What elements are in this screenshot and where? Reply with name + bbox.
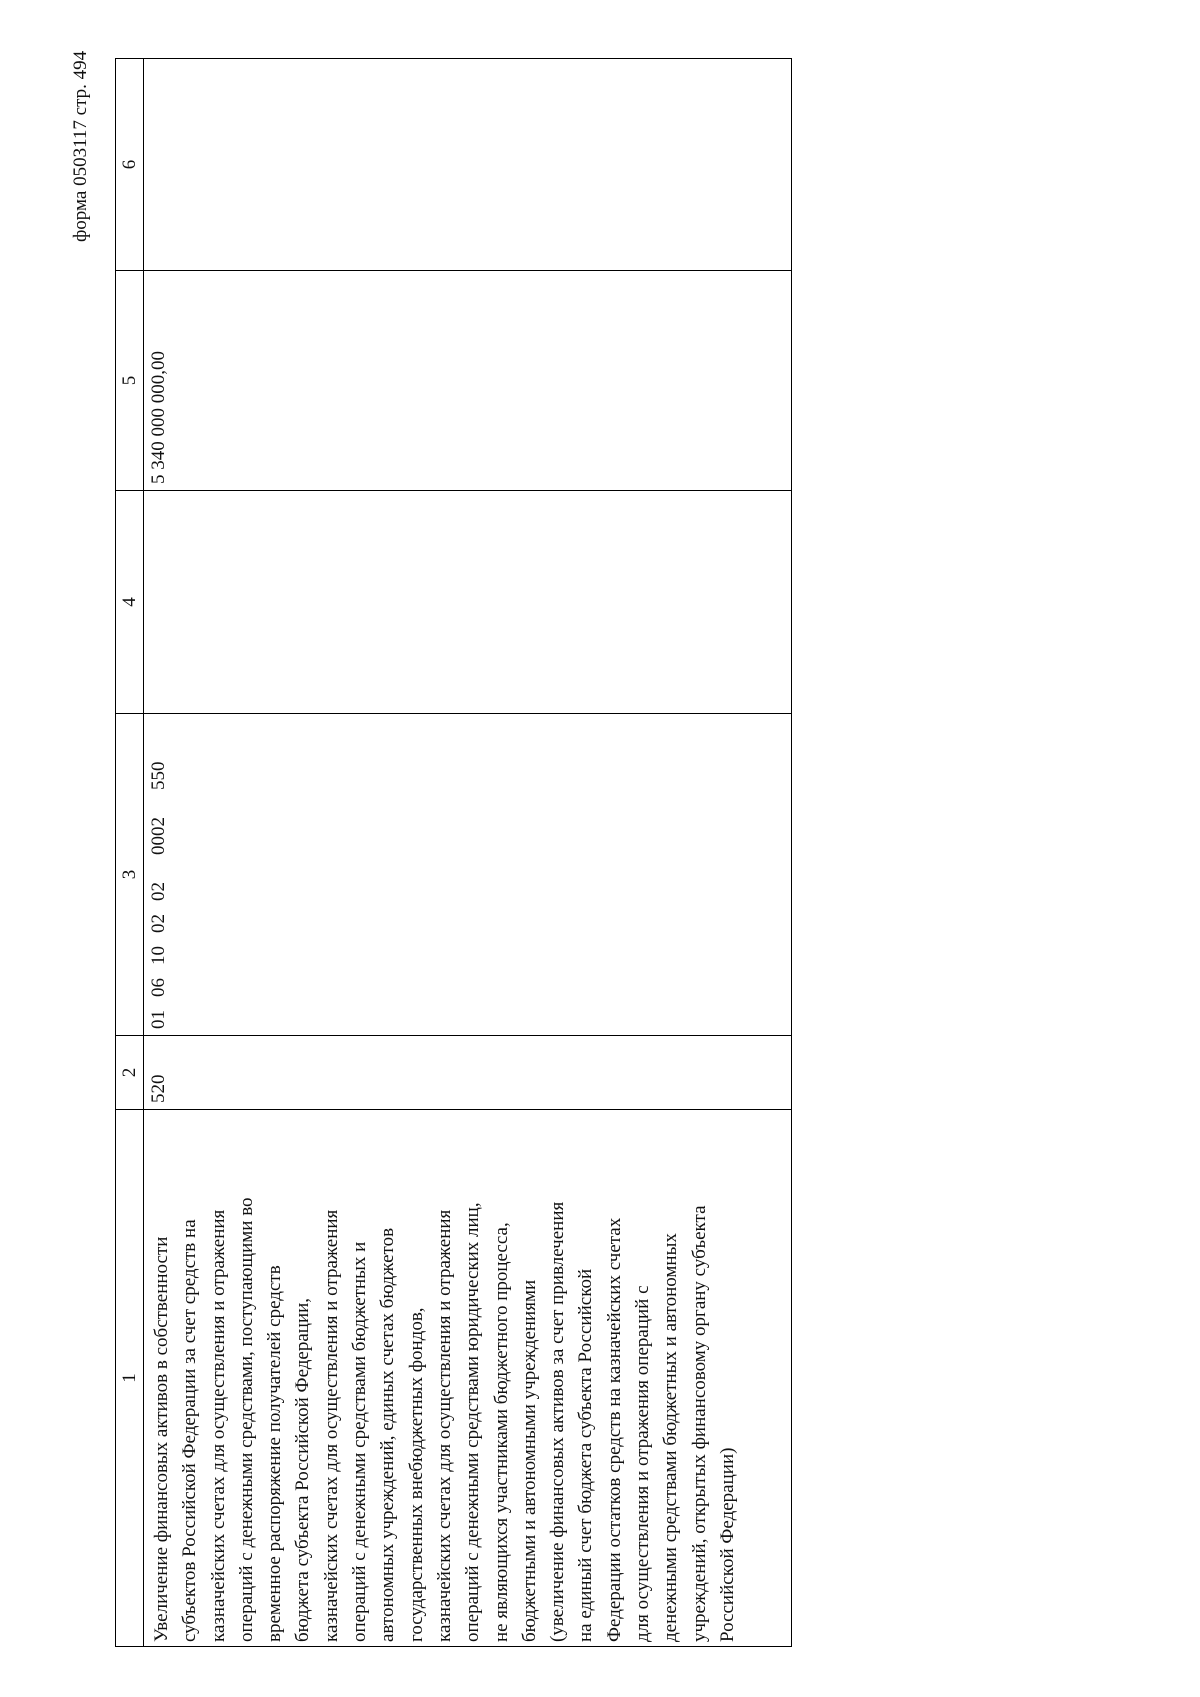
column-number-3: 3 — [116, 714, 144, 1036]
description-line: субъектов Российской Федерации за счет средств на — [179, 1219, 201, 1642]
description-line: бюджета субъекта Российской Федерации, — [292, 1297, 314, 1642]
budget-code-part: 02 — [148, 882, 169, 901]
column-number-2: 2 — [116, 1036, 144, 1110]
description-line: бюджетными и автономными учреждениями — [518, 1279, 540, 1642]
column-5-value: 5 340 000 000,00 — [148, 351, 169, 484]
budget-code-part: 0002 — [148, 817, 169, 855]
description-line: казначейских счетах для осуществления и отражения — [320, 1209, 342, 1642]
description-line: учреждений, открытых финансовому органу субъекта — [688, 1205, 710, 1642]
column-number-1: 1 — [116, 1110, 144, 1647]
report-table — [115, 58, 792, 1647]
description-line: на единый счет бюджета субъекта Российской — [575, 1268, 597, 1642]
budget-code-part: 01 — [148, 1010, 169, 1029]
column-number-6: 6 — [116, 59, 144, 271]
description-line: Российской Федерации) — [716, 1447, 738, 1642]
budget-code-part: 06 — [148, 978, 169, 997]
description-line: денежными средствами бюджетных и автономных — [660, 1233, 682, 1642]
form-page-label: форма 0503117 стр. 494 — [70, 50, 91, 242]
description-line: для осуществления и отражения операций с — [632, 1285, 654, 1642]
budget-code-cell — [144, 714, 792, 1036]
column-4-value — [144, 491, 148, 713]
description-line: не являющихся участниками бюджетного процесса, — [490, 1222, 512, 1642]
budget-code-part: 10 — [148, 946, 169, 965]
description-line: операций с денежными средствами бюджетных и — [349, 1241, 371, 1642]
description-line: государственных внебюджетных фондов, — [405, 1307, 427, 1642]
description-line: казначейских счетах для осуществления и отражения — [433, 1209, 455, 1642]
description-line: Федерации остатков средств на казначейских счетах — [603, 1217, 625, 1642]
column-number-5: 5 — [116, 271, 144, 491]
column-6-value — [144, 59, 148, 270]
description-line: операций с денежными средствами юридических лиц, — [462, 1202, 484, 1642]
description-line: временное распоряжение получателей средств — [264, 1265, 286, 1642]
description-line: автономных учреждений, единых счетах бюджетов — [377, 1227, 399, 1642]
line-code-cell — [144, 1036, 792, 1110]
budget-code-part: 02 — [148, 914, 169, 933]
column-5-cell — [144, 271, 792, 491]
row-description — [144, 1110, 742, 1646]
budget-code-part: 550 — [148, 761, 169, 790]
column-number-row — [116, 59, 144, 1647]
description-line: Увеличение финансовых активов в собственности — [151, 1236, 172, 1642]
line-code: 520 — [148, 1074, 169, 1103]
table-row — [144, 59, 792, 1647]
budget-classification-code — [144, 714, 170, 1035]
description-line: (увеличение финансовых активов за счет привлечения — [547, 1201, 569, 1642]
column-6-cell — [144, 59, 792, 271]
column-number-4: 4 — [116, 491, 144, 714]
row-description-cell — [144, 1110, 792, 1647]
description-line: казначейских счетах для осуществления и отражения — [207, 1209, 229, 1642]
description-line: операций с денежными средствами, поступающими во — [235, 1197, 257, 1642]
column-4-cell — [144, 491, 792, 714]
